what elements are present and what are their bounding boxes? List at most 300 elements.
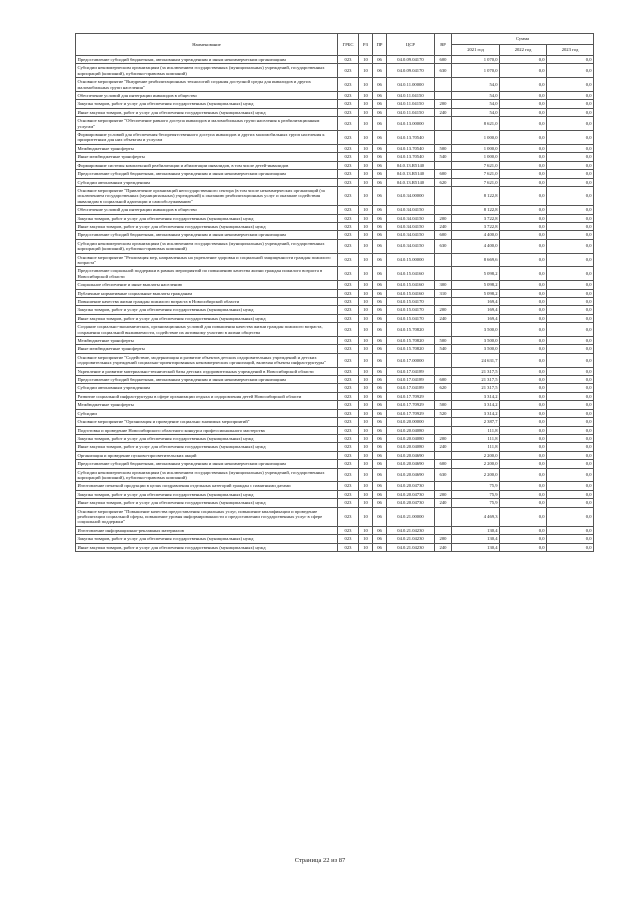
row-csr: 04.0.34.04150 [387,222,435,230]
header-grbs: ГРБС [338,34,359,56]
row-grbs: 023 [338,434,359,442]
table-row [76,306,594,314]
row-pr: 06 [373,231,387,239]
row-csr: 04.0.15.70820 [387,323,435,337]
row-pr: 06 [373,535,387,543]
row-name: Публичные нормативные социальные выплаты гражданам [76,289,338,297]
row-sum-2023: 0,0 [547,482,594,490]
row-sum-2021: 2 387,7 [452,418,500,426]
row-sum-2021: 7 621,0 [452,170,500,178]
row-sum-2021: 8 122,8 [452,206,500,214]
table-row [76,490,594,498]
row-sum-2021: 4 469,3 [452,507,500,526]
row-pr: 06 [373,108,387,116]
row-rz: 10 [359,392,373,400]
row-pr: 06 [373,161,387,169]
row-grbs: 023 [338,401,359,409]
row-vr: 200 [435,100,452,108]
row-csr: 04.0.17.70929 [387,401,435,409]
row-csr: 04.0.09.04170 [387,64,435,78]
row-sum-2022: 0,0 [500,482,547,490]
row-sum-2022: 0,0 [500,231,547,239]
row-rz: 10 [359,178,373,186]
row-sum-2022: 0,0 [500,337,547,345]
row-pr: 06 [373,314,387,322]
row-name: Изготовление печатной продукции в целях поздравления отдельных категорий граждан с памятными датами [76,482,338,490]
table-row [76,100,594,108]
row-sum-2022: 0,0 [500,535,547,543]
row-sum-2021: 3 500,0 [452,345,500,353]
row-rz: 10 [359,468,373,482]
row-sum-2022: 0,0 [500,507,547,526]
row-grbs: 023 [338,337,359,345]
row-sum-2023: 0,0 [547,392,594,400]
row-sum-2023: 0,0 [547,401,594,409]
row-vr: 200 [435,306,452,314]
row-sum-2021: 8 669,6 [452,253,500,267]
row-sum-2023: 0,0 [547,117,594,131]
row-sum-2021: 3 500,0 [452,323,500,337]
table-row [76,239,594,253]
row-name: Иные межбюджетные трансферты [76,345,338,353]
row-rz: 10 [359,443,373,451]
row-vr: 500 [435,144,452,152]
table-row [76,161,594,169]
table-row [76,460,594,468]
row-sum-2023: 0,0 [547,460,594,468]
row-sum-2021: 8 122,8 [452,186,500,205]
row-sum-2021: 2 200,0 [452,451,500,459]
row-name: Иные закупки товаров, работ и услуг для обеспечения государственных (муниципальных) нужд [76,222,338,230]
table-row [76,78,594,92]
row-name: Субсидии некоммерческим организациям (за исключением государственных (муниципальных) учреждений, государственных корпораций (компаний), публично-правовых компаний) [76,64,338,78]
row-sum-2023: 0,0 [547,353,594,367]
row-rz: 10 [359,161,373,169]
table-row [76,281,594,289]
row-vr: 240 [435,499,452,507]
row-sum-2021: 24 631,7 [452,353,500,367]
row-name: Основное мероприятие "Внедрение реабилитационных технологий создания доступной среды для инвалидов и других маломобильных групп населения" [76,78,338,92]
row-grbs: 023 [338,267,359,281]
row-grbs: 023 [338,499,359,507]
row-grbs: 023 [338,426,359,434]
row-vr [435,298,452,306]
row-rz: 10 [359,345,373,353]
table-row [76,353,594,367]
row-rz: 10 [359,92,373,100]
row-csr: 04.0.17.00000 [387,353,435,367]
row-grbs: 023 [338,526,359,534]
row-csr: 04.0.11.00000 [387,78,435,92]
row-pr: 06 [373,186,387,205]
row-vr: 630 [435,239,452,253]
row-grbs: 023 [338,392,359,400]
table-row [76,144,594,152]
row-pr: 06 [373,281,387,289]
row-rz: 10 [359,499,373,507]
row-sum-2021: 169,4 [452,298,500,306]
row-csr: 04.0.17.04189 [387,367,435,375]
row-sum-2021: 1 070,0 [452,56,500,64]
row-grbs: 023 [338,161,359,169]
table-row [76,186,594,205]
row-vr: 540 [435,345,452,353]
row-vr [435,323,452,337]
row-sum-2021: 2 200,0 [452,468,500,482]
row-sum-2023: 0,0 [547,108,594,116]
table-row [76,64,594,78]
row-sum-2022: 0,0 [500,401,547,409]
row-vr [435,418,452,426]
row-pr: 06 [373,131,387,145]
row-rz: 10 [359,78,373,92]
row-pr: 06 [373,178,387,186]
row-pr: 06 [373,323,387,337]
row-sum-2022: 0,0 [500,451,547,459]
row-name: Обеспечение условий для интеграции инвалидов в общество [76,206,338,214]
row-sum-2022: 0,0 [500,384,547,392]
row-pr: 06 [373,170,387,178]
table-row [76,418,594,426]
row-grbs: 023 [338,78,359,92]
row-vr: 500 [435,337,452,345]
row-sum-2021: 7 621,0 [452,161,500,169]
row-sum-2023: 0,0 [547,231,594,239]
row-sum-2021: 54,0 [452,92,500,100]
row-pr: 06 [373,298,387,306]
table-row [76,482,594,490]
row-name: Изготовление информационно-рекламных материалов [76,526,338,534]
row-pr: 06 [373,418,387,426]
row-grbs: 023 [338,306,359,314]
row-sum-2021: 54,0 [452,108,500,116]
row-name: Формирование системы комплексной реабилитации и абилитации инвалидов, в том числе детей-инвалидов [76,161,338,169]
row-csr: 04.0.15.70820 [387,337,435,345]
table-row [76,543,594,551]
table-row [76,170,594,178]
row-sum-2023: 0,0 [547,92,594,100]
row-sum-2023: 0,0 [547,376,594,384]
row-name: Закупка товаров, работ и услуг для обеспечения государственных (муниципальных) нужд [76,490,338,498]
row-sum-2023: 0,0 [547,543,594,551]
row-name: Иные закупки товаров, работ и услуг для обеспечения государственных (муниципальных) нужд [76,108,338,116]
row-vr: 600 [435,460,452,468]
row-pr: 06 [373,499,387,507]
row-vr [435,482,452,490]
row-pr: 06 [373,56,387,64]
row-grbs: 023 [338,482,359,490]
row-vr [435,451,452,459]
table-row [76,451,594,459]
row-csr: 04.0.15.04160 [387,267,435,281]
row-sum-2021: 1 000,0 [452,144,500,152]
row-pr: 06 [373,451,387,459]
row-grbs: 023 [338,409,359,417]
row-vr: 200 [435,490,452,498]
row-pr: 06 [373,426,387,434]
row-sum-2021: 21 317,5 [452,384,500,392]
row-sum-2023: 0,0 [547,153,594,161]
row-name: Предоставление субсидий бюджетным, автономным учреждениям и иным некоммерческим организациям [76,376,338,384]
row-sum-2021: 2 200,0 [452,460,500,468]
row-csr: 04.0.15.04160 [387,289,435,297]
table-row [76,499,594,507]
row-pr: 06 [373,100,387,108]
row-sum-2022: 0,0 [500,144,547,152]
row-pr: 06 [373,78,387,92]
row-csr: 04.0.15.04170 [387,306,435,314]
table-row [76,426,594,434]
row-csr: 04.0.13.R5140 [387,161,435,169]
row-sum-2023: 0,0 [547,206,594,214]
table-row [76,384,594,392]
row-rz: 10 [359,337,373,345]
row-pr: 06 [373,306,387,314]
row-sum-2022: 0,0 [500,468,547,482]
row-sum-2022: 0,0 [500,426,547,434]
row-rz: 10 [359,100,373,108]
row-grbs: 023 [338,289,359,297]
row-sum-2021: 54,0 [452,100,500,108]
row-vr: 600 [435,376,452,384]
row-name: Межбюджетные трансферты [76,144,338,152]
row-name: Иные закупки товаров, работ и услуг для обеспечения государственных (муниципальных) нужд [76,314,338,322]
row-sum-2021: 54,0 [452,78,500,92]
row-sum-2021: 5 098,2 [452,289,500,297]
table-row [76,507,594,526]
table-row [76,535,594,543]
row-pr: 06 [373,376,387,384]
row-vr: 200 [435,434,452,442]
row-name: Закупка товаров, работ и услуг для обеспечения государственных (муниципальных) нужд [76,434,338,442]
row-sum-2022: 0,0 [500,289,547,297]
row-grbs: 023 [338,186,359,205]
row-csr: 04.0.15.04170 [387,298,435,306]
row-rz: 10 [359,144,373,152]
row-sum-2022: 0,0 [500,443,547,451]
table-row [76,526,594,534]
row-sum-2023: 0,0 [547,337,594,345]
row-sum-2023: 0,0 [547,323,594,337]
row-name: Предоставление субсидий бюджетным, автономным учреждениям и иным некоммерческим организациям [76,231,338,239]
row-sum-2022: 0,0 [500,108,547,116]
row-vr: 200 [435,214,452,222]
row-rz: 10 [359,64,373,78]
row-csr: 04.0.34.04150 [387,206,435,214]
row-csr: 04.0.13.70540 [387,144,435,152]
row-rz: 10 [359,117,373,131]
table-row [76,367,594,375]
row-rz: 10 [359,153,373,161]
row-csr: 04.0.11.04150 [387,92,435,100]
row-name: Социальное обеспечение и иные выплаты населению [76,281,338,289]
row-csr: 04.0.20.04730 [387,499,435,507]
row-rz: 10 [359,186,373,205]
row-sum-2023: 0,0 [547,214,594,222]
row-sum-2022: 0,0 [500,253,547,267]
row-csr: 04.0.11.04150 [387,108,435,116]
row-sum-2022: 0,0 [500,434,547,442]
row-csr: 04.0.17.04189 [387,376,435,384]
row-grbs: 023 [338,92,359,100]
row-vr: 540 [435,153,452,161]
row-rz: 10 [359,253,373,267]
row-rz: 10 [359,306,373,314]
row-name: Основное мероприятие "Повышение качества предоставления социальных услуг, повышение квалификации и проведение реабилитации социальной сферы, повышение уровня информированности о предоставлении государственных услуг в сфере социальной поддержки" [76,507,338,526]
row-rz: 10 [359,526,373,534]
row-sum-2021: 1 000,0 [452,131,500,145]
row-sum-2021: 8 621,0 [452,117,500,131]
row-name: Иные межбюджетные трансферты [76,153,338,161]
row-sum-2022: 0,0 [500,392,547,400]
table-row [76,231,594,239]
row-name: Субсидии некоммерческим организациям (за исключением государственных (муниципальных) учреждений, государственных корпораций (компаний), публично-правовых компаний) [76,239,338,253]
row-name: Предоставление субсидий бюджетным, автономным учреждениям и иным некоммерческим организациям [76,170,338,178]
row-csr: 04.0.15.04160 [387,281,435,289]
row-vr: 240 [435,222,452,230]
row-rz: 10 [359,289,373,297]
row-vr [435,253,452,267]
row-sum-2023: 0,0 [547,131,594,145]
row-sum-2023: 0,0 [547,314,594,322]
row-sum-2021: 21 317,5 [452,367,500,375]
row-vr [435,267,452,281]
row-sum-2021: 3 722,8 [452,222,500,230]
row-rz: 10 [359,298,373,306]
row-csr: 04.0.20.04690 [387,460,435,468]
row-pr: 06 [373,384,387,392]
row-grbs: 023 [338,451,359,459]
row-grbs: 023 [338,206,359,214]
table-row [76,323,594,337]
row-name: Предоставление социальной поддержки в рамках мероприятий по повышению качества жизни граждан пожилого возраста в Новосибирской области [76,267,338,281]
row-sum-2022: 0,0 [500,353,547,367]
row-pr: 06 [373,214,387,222]
row-vr [435,78,452,92]
row-sum-2022: 0,0 [500,214,547,222]
row-name: Основное мероприятие "Реализация мер, направленных на укрепление здоровья и социальной защищенности граждан пожилого возраста" [76,253,338,267]
table-row [76,153,594,161]
table-row [76,56,594,64]
row-sum-2022: 0,0 [500,345,547,353]
row-grbs: 023 [338,56,359,64]
row-sum-2023: 0,0 [547,426,594,434]
row-sum-2023: 0,0 [547,451,594,459]
row-csr: 04.0.21.04230 [387,543,435,551]
row-rz: 10 [359,482,373,490]
row-vr: 620 [435,178,452,186]
row-name: Субсидии автономным учреждениям [76,384,338,392]
row-sum-2022: 0,0 [500,367,547,375]
row-csr: 04.0.17.04189 [387,384,435,392]
row-sum-2023: 0,0 [547,367,594,375]
row-rz: 10 [359,239,373,253]
row-sum-2023: 0,0 [547,345,594,353]
row-rz: 10 [359,490,373,498]
row-name: Субсидии некоммерческим организациям (за исключением государственных (муниципальных) учреждений, государственных корпораций (компаний), публично-правовых компаний) [76,468,338,482]
row-pr: 06 [373,443,387,451]
row-sum-2021: 111,8 [452,426,500,434]
row-sum-2021: 1 070,0 [452,64,500,78]
row-vr: 240 [435,543,452,551]
row-vr: 600 [435,231,452,239]
row-vr [435,131,452,145]
header-csr: ЦСР [387,34,435,56]
row-csr: 04.0.34.00000 [387,186,435,205]
row-csr: 04.0.20.04690 [387,451,435,459]
row-sum-2022: 0,0 [500,206,547,214]
row-vr [435,392,452,400]
row-grbs: 023 [338,253,359,267]
row-rz: 10 [359,353,373,367]
row-grbs: 023 [338,507,359,526]
row-grbs: 023 [338,384,359,392]
row-vr: 310 [435,289,452,297]
row-rz: 10 [359,418,373,426]
row-sum-2022: 0,0 [500,170,547,178]
table-row [76,117,594,131]
row-vr: 200 [435,535,452,543]
row-sum-2022: 0,0 [500,161,547,169]
row-sum-2023: 0,0 [547,434,594,442]
row-csr: 04.0.34.04150 [387,214,435,222]
row-pr: 06 [373,434,387,442]
table-row [76,337,594,345]
row-sum-2023: 0,0 [547,507,594,526]
row-vr [435,186,452,205]
row-sum-2022: 0,0 [500,92,547,100]
row-sum-2022: 0,0 [500,306,547,314]
row-sum-2023: 0,0 [547,289,594,297]
row-sum-2023: 0,0 [547,281,594,289]
row-sum-2022: 0,0 [500,543,547,551]
row-grbs: 023 [338,178,359,186]
table-row [76,206,594,214]
row-name: Иные закупки товаров, работ и услуг для обеспечения государственных (муниципальных) нужд [76,443,338,451]
row-sum-2023: 0,0 [547,186,594,205]
header-vr: ВР [435,34,452,56]
row-sum-2023: 0,0 [547,253,594,267]
row-name: Организация и проведение пусково-просветительских акций [76,451,338,459]
row-name: Подготовка и проведение Новосибирского областного конкурса профессионального мастерства [76,426,338,434]
row-sum-2021: 4 400,0 [452,231,500,239]
row-sum-2022: 0,0 [500,323,547,337]
row-sum-2023: 0,0 [547,384,594,392]
row-sum-2022: 0,0 [500,100,547,108]
row-rz: 10 [359,543,373,551]
row-pr: 06 [373,222,387,230]
row-sum-2023: 0,0 [547,535,594,543]
row-pr: 06 [373,468,387,482]
row-rz: 10 [359,460,373,468]
row-sum-2023: 0,0 [547,56,594,64]
row-sum-2023: 0,0 [547,499,594,507]
row-sum-2023: 0,0 [547,64,594,78]
row-name: Предоставление субсидий бюджетным, автономным учреждениям и иным некоммерческим организациям [76,460,338,468]
table-row [76,468,594,482]
row-sum-2022: 0,0 [500,460,547,468]
row-csr: 04.0.20.04690 [387,468,435,482]
row-sum-2023: 0,0 [547,418,594,426]
table-row [76,131,594,145]
table-row [76,401,594,409]
row-csr: 04.0.20.04730 [387,482,435,490]
row-sum-2021: 111,8 [452,443,500,451]
row-rz: 10 [359,451,373,459]
row-vr [435,206,452,214]
row-sum-2023: 0,0 [547,298,594,306]
row-vr [435,367,452,375]
